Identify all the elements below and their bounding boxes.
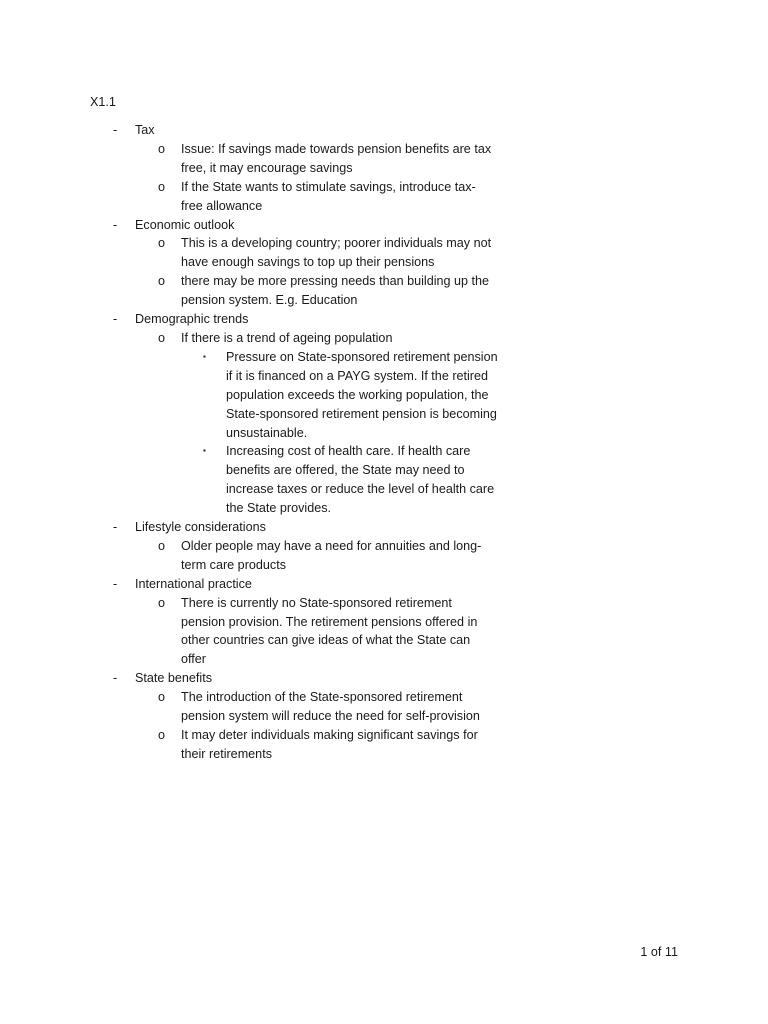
point-item	[0, 688, 768, 726]
topic-item	[0, 518, 768, 537]
topic-text: Demographic trends	[135, 312, 249, 327]
point-bullet-icon: o	[158, 141, 166, 156]
point-text: There is currently no State-sponsored retirement pension provision. The retirement pensions offered in other countries can give ideas of what the State can offer	[181, 595, 478, 667]
outline-list	[0, 121, 768, 764]
point-bullet-icon: o	[158, 538, 166, 553]
topic-bullet-icon: -	[113, 671, 118, 686]
subpoint-text: Pressure on State-sponsored retirement pension if it is financed on a PAYG system. If the retired population exceeds the working population, the State-sponsored retirement pension is becoming unsustainable.	[226, 349, 498, 440]
topic-item	[0, 310, 768, 329]
point-item	[0, 178, 768, 216]
point-text: Issue: If savings made towards pension benefits are tax free, it may encourage savings	[181, 141, 492, 175]
point-text: there may be more pressing needs than building up the pension system. E.g. Education	[181, 274, 490, 308]
topic-text: Economic outlook	[135, 217, 235, 232]
topic-bullet-icon: -	[113, 123, 118, 137]
topic-bullet-icon: -	[113, 312, 118, 327]
point-text: Older people may have a need for annuities and long-term care products	[181, 538, 482, 572]
topic-item	[0, 121, 768, 140]
topic-item	[0, 669, 768, 688]
point-item	[0, 726, 768, 764]
topic-item	[0, 575, 768, 594]
point-bullet-icon: o	[158, 690, 166, 705]
point-bullet-icon: o	[158, 179, 166, 194]
point-text: If the State wants to stimulate savings, introduce tax-free allowance	[181, 179, 476, 213]
topic-text: Lifestyle considerations	[135, 520, 266, 535]
page-indicator: 1 of 11	[640, 945, 678, 959]
point-item	[0, 537, 768, 575]
point-text: If there is a trend of ageing population	[181, 330, 393, 345]
point-bullet-icon: o	[158, 595, 166, 610]
topic-bullet-icon: -	[113, 217, 118, 232]
point-item	[0, 234, 768, 272]
subpoint-item	[0, 442, 768, 518]
point-bullet-icon: o	[158, 728, 166, 742]
point-text: It may deter individuals making significant savings for their retirements	[181, 728, 478, 761]
subpoint-item	[0, 348, 768, 443]
point-item	[0, 140, 768, 178]
point-text: This is a developing country; poorer individuals may not have enough savings to top up their pensions	[181, 236, 492, 270]
section-heading: X1.1	[90, 95, 116, 109]
topic-bullet-icon: -	[113, 576, 118, 591]
topic-text: International practice	[135, 576, 252, 591]
point-bullet-icon: o	[158, 330, 166, 345]
point-item	[0, 272, 768, 310]
subpoint-bullet-icon: ▪	[203, 446, 206, 456]
point-bullet-icon: o	[158, 236, 166, 251]
subpoint-bullet-icon: ▪	[203, 351, 206, 361]
topic-text: State benefits	[135, 671, 213, 686]
point-item	[0, 594, 768, 670]
topic-bullet-icon: -	[113, 520, 118, 535]
point-item	[0, 329, 768, 348]
topic-item	[0, 216, 768, 235]
subpoint-text: Increasing cost of health care. If health care benefits are offered, the State may need to increase taxes or reduce the level of health care the State provides.	[226, 444, 495, 516]
topic-text: Tax	[135, 123, 155, 137]
point-bullet-icon: o	[158, 274, 166, 289]
point-text: The introduction of the State-sponsored retirement pension system will reduce the need for self-provision	[181, 690, 480, 724]
